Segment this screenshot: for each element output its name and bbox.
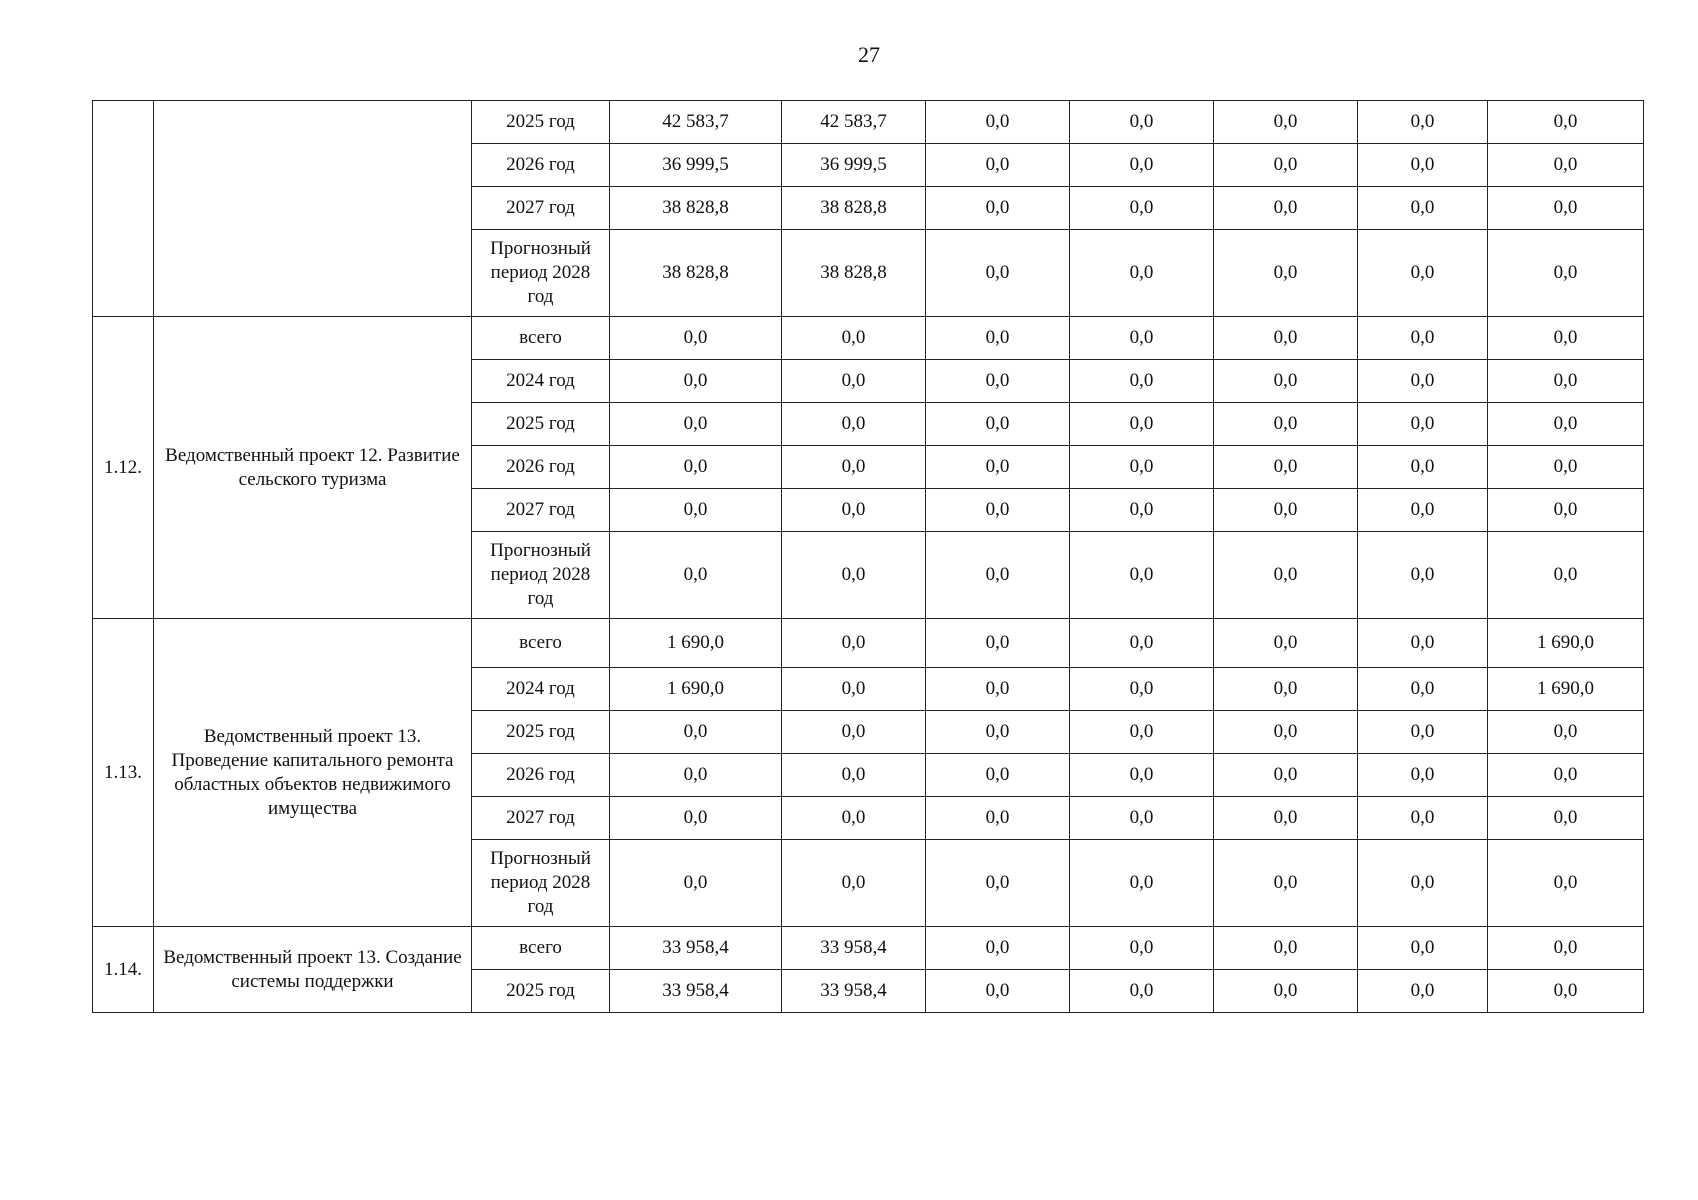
value-cell: 0,0 [1214, 144, 1358, 187]
budget-table [92, 100, 1644, 1013]
value-cell: 0,0 [1070, 532, 1214, 619]
page-number: 27 [858, 42, 880, 67]
value-cell: 0,0 [1488, 489, 1644, 532]
value-cell: 0,0 [1214, 797, 1358, 840]
value-cell: 0,0 [1070, 187, 1214, 230]
value-cell: 0,0 [926, 446, 1070, 489]
value-cell: 0,0 [1358, 797, 1488, 840]
value-cell: 0,0 [1214, 668, 1358, 711]
value-cell: 0,0 [1070, 927, 1214, 970]
value-cell: 0,0 [1358, 927, 1488, 970]
value-cell: 0,0 [1214, 489, 1358, 532]
value-cell: 0,0 [1070, 970, 1214, 1013]
value-cell: 38 828,8 [610, 187, 782, 230]
value-cell: 0,0 [926, 927, 1070, 970]
period-cell: 2027 год [472, 797, 610, 840]
value-cell: 0,0 [1070, 230, 1214, 317]
value-cell: 0,0 [926, 101, 1070, 144]
value-cell: 0,0 [610, 360, 782, 403]
value-cell: 0,0 [1488, 711, 1644, 754]
value-cell: 0,0 [926, 187, 1070, 230]
value-cell: 0,0 [1070, 619, 1214, 668]
value-cell: 0,0 [610, 446, 782, 489]
period-cell: 2024 год [472, 668, 610, 711]
value-cell: 0,0 [1488, 230, 1644, 317]
item-number: 1.14. [93, 927, 154, 1013]
value-cell: 0,0 [1214, 532, 1358, 619]
value-cell: 0,0 [1488, 187, 1644, 230]
value-cell: 33 958,4 [610, 970, 782, 1013]
value-cell: 0,0 [926, 668, 1070, 711]
period-cell: 2025 год [472, 711, 610, 754]
project-name: Ведомственный проект 13. Проведение капитального ремонта областных объектов недвижимого имущества [154, 619, 472, 927]
value-cell: 0,0 [926, 840, 1070, 927]
period-cell: всего [472, 317, 610, 360]
value-cell: 0,0 [1358, 970, 1488, 1013]
value-cell: 0,0 [1488, 970, 1644, 1013]
value-cell: 0,0 [1214, 446, 1358, 489]
value-cell: 0,0 [610, 797, 782, 840]
value-cell: 0,0 [1488, 360, 1644, 403]
value-cell: 0,0 [782, 360, 926, 403]
value-cell: 0,0 [1488, 317, 1644, 360]
value-cell: 0,0 [610, 711, 782, 754]
value-cell: 0,0 [782, 446, 926, 489]
value-cell: 0,0 [610, 403, 782, 446]
value-cell: 0,0 [1214, 317, 1358, 360]
period-cell: 2026 год [472, 144, 610, 187]
value-cell: 0,0 [610, 754, 782, 797]
value-cell: 0,0 [1070, 144, 1214, 187]
table-row [93, 101, 1644, 144]
value-cell: 0,0 [1358, 230, 1488, 317]
value-cell: 0,0 [1358, 317, 1488, 360]
value-cell: 0,0 [1358, 668, 1488, 711]
value-cell: 0,0 [1214, 403, 1358, 446]
value-cell: 0,0 [610, 840, 782, 927]
value-cell: 0,0 [782, 754, 926, 797]
period-cell: 2025 год [472, 970, 610, 1013]
value-cell: 0,0 [1358, 403, 1488, 446]
value-cell: 0,0 [782, 668, 926, 711]
value-cell: 0,0 [1214, 711, 1358, 754]
value-cell: 0,0 [610, 489, 782, 532]
value-cell: 1 690,0 [610, 619, 782, 668]
period-cell: 2026 год [472, 754, 610, 797]
value-cell: 0,0 [782, 840, 926, 927]
value-cell: 0,0 [1488, 754, 1644, 797]
value-cell: 0,0 [1358, 754, 1488, 797]
value-cell: 33 958,4 [610, 927, 782, 970]
value-cell: 0,0 [1488, 446, 1644, 489]
value-cell: 1 690,0 [1488, 619, 1644, 668]
value-cell: 0,0 [926, 317, 1070, 360]
period-cell: 2024 год [472, 360, 610, 403]
value-cell: 0,0 [1358, 101, 1488, 144]
value-cell: 0,0 [1358, 360, 1488, 403]
value-cell: 0,0 [1358, 532, 1488, 619]
value-cell: 0,0 [782, 317, 926, 360]
value-cell: 0,0 [1214, 970, 1358, 1013]
period-cell: 2025 год [472, 101, 610, 144]
value-cell: 0,0 [1070, 489, 1214, 532]
value-cell: 0,0 [1070, 403, 1214, 446]
value-cell: 0,0 [926, 360, 1070, 403]
value-cell: 1 690,0 [1488, 668, 1644, 711]
value-cell: 0,0 [782, 797, 926, 840]
value-cell: 0,0 [926, 754, 1070, 797]
value-cell: 0,0 [1070, 360, 1214, 403]
value-cell: 0,0 [1358, 711, 1488, 754]
value-cell: 0,0 [1488, 797, 1644, 840]
value-cell: 0,0 [926, 144, 1070, 187]
project-name: Ведомственный проект 12. Развитие сельского туризма [154, 317, 472, 619]
value-cell: 38 828,8 [610, 230, 782, 317]
value-cell: 0,0 [926, 970, 1070, 1013]
period-cell: Прогнозный период 2028 год [472, 230, 610, 317]
value-cell: 0,0 [1358, 187, 1488, 230]
value-cell: 0,0 [1214, 840, 1358, 927]
item-number [93, 101, 154, 317]
value-cell: 0,0 [782, 489, 926, 532]
value-cell: 0,0 [1488, 403, 1644, 446]
value-cell: 0,0 [1214, 360, 1358, 403]
value-cell: 0,0 [782, 403, 926, 446]
value-cell: 36 999,5 [610, 144, 782, 187]
value-cell: 42 583,7 [782, 101, 926, 144]
period-cell: всего [472, 927, 610, 970]
value-cell: 0,0 [926, 403, 1070, 446]
value-cell: 42 583,7 [610, 101, 782, 144]
budget-table-body [93, 101, 1644, 1013]
value-cell: 0,0 [1214, 101, 1358, 144]
value-cell: 0,0 [1070, 840, 1214, 927]
table-row [93, 927, 1644, 970]
value-cell: 0,0 [926, 230, 1070, 317]
value-cell: 0,0 [926, 711, 1070, 754]
value-cell: 38 828,8 [782, 187, 926, 230]
value-cell: 0,0 [1070, 317, 1214, 360]
value-cell: 0,0 [1214, 619, 1358, 668]
project-name [154, 101, 472, 317]
value-cell: 0,0 [782, 532, 926, 619]
value-cell: 0,0 [926, 797, 1070, 840]
value-cell: 0,0 [1358, 619, 1488, 668]
value-cell: 0,0 [1214, 230, 1358, 317]
value-cell: 1 690,0 [610, 668, 782, 711]
item-number: 1.12. [93, 317, 154, 619]
period-cell: всего [472, 619, 610, 668]
item-number: 1.13. [93, 619, 154, 927]
value-cell: 0,0 [926, 532, 1070, 619]
value-cell: 0,0 [1358, 840, 1488, 927]
value-cell: 0,0 [1358, 489, 1488, 532]
value-cell: 0,0 [1214, 754, 1358, 797]
value-cell: 38 828,8 [782, 230, 926, 317]
value-cell: 0,0 [926, 619, 1070, 668]
value-cell: 0,0 [1488, 101, 1644, 144]
period-cell: 2025 год [472, 403, 610, 446]
value-cell: 0,0 [1358, 446, 1488, 489]
value-cell: 0,0 [1070, 668, 1214, 711]
value-cell: 0,0 [926, 489, 1070, 532]
period-cell: 2027 год [472, 489, 610, 532]
period-cell: Прогнозный период 2028 год [472, 532, 610, 619]
table-row [93, 619, 1644, 668]
value-cell: 0,0 [1214, 187, 1358, 230]
value-cell: 33 958,4 [782, 927, 926, 970]
value-cell: 0,0 [1214, 927, 1358, 970]
value-cell: 0,0 [1488, 144, 1644, 187]
value-cell: 0,0 [610, 532, 782, 619]
value-cell: 0,0 [1070, 711, 1214, 754]
value-cell: 0,0 [782, 711, 926, 754]
value-cell: 0,0 [1070, 797, 1214, 840]
period-cell: 2027 год [472, 187, 610, 230]
value-cell: 0,0 [1488, 532, 1644, 619]
value-cell: 0,0 [1358, 144, 1488, 187]
value-cell: 0,0 [1488, 840, 1644, 927]
table-row [93, 317, 1644, 360]
project-name: Ведомственный проект 13. Создание системы поддержки [154, 927, 472, 1013]
period-cell: 2026 год [472, 446, 610, 489]
value-cell: 0,0 [782, 619, 926, 668]
value-cell: 0,0 [1070, 101, 1214, 144]
value-cell: 36 999,5 [782, 144, 926, 187]
period-cell: Прогнозный период 2028 год [472, 840, 610, 927]
value-cell: 33 958,4 [782, 970, 926, 1013]
value-cell: 0,0 [1070, 446, 1214, 489]
value-cell: 0,0 [1070, 754, 1214, 797]
value-cell: 0,0 [610, 317, 782, 360]
value-cell: 0,0 [1488, 927, 1644, 970]
